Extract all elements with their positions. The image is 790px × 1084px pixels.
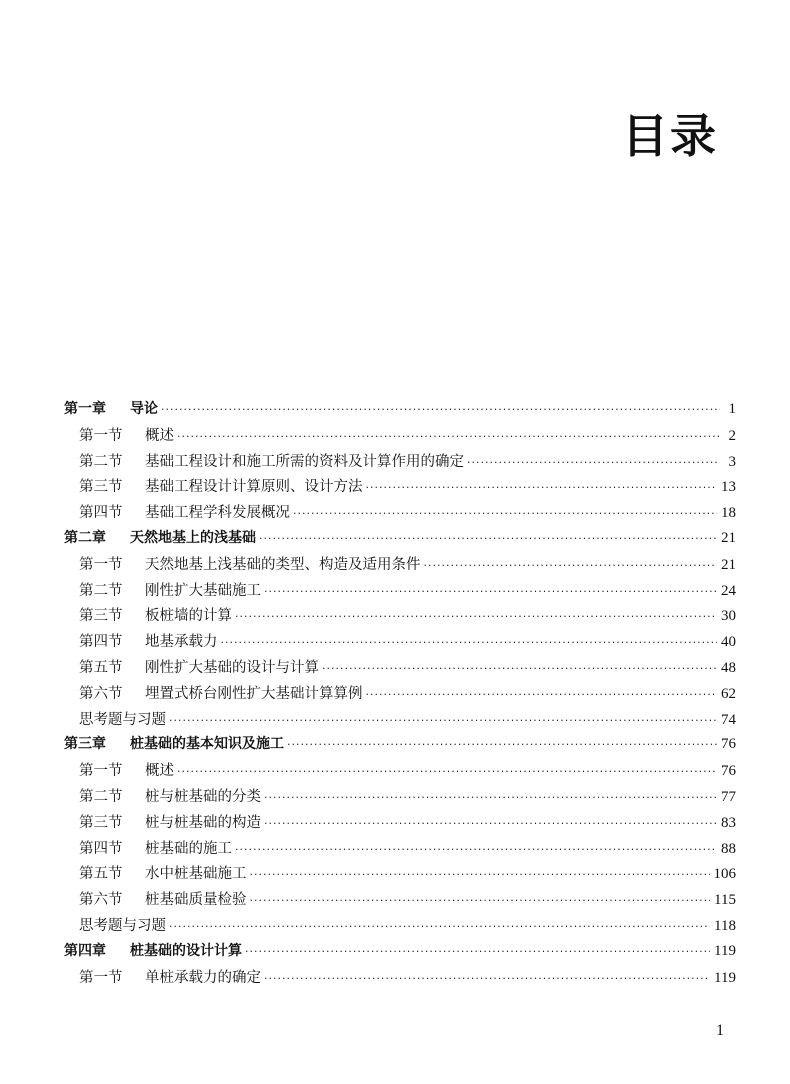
toc-entry-title: 概述 bbox=[145, 427, 174, 444]
toc-entry-title: 刚性扩大基础施工 bbox=[145, 582, 261, 599]
toc-section[interactable] bbox=[64, 604, 736, 630]
toc-section[interactable] bbox=[64, 424, 736, 450]
toc-entry-page: 2 bbox=[728, 427, 736, 444]
toc-entry-number: 第一节 bbox=[79, 763, 123, 780]
toc-entry-page: 21 bbox=[721, 529, 736, 546]
toc-entry-title: 桩与桩基础的构造 bbox=[145, 814, 261, 831]
dot-leader bbox=[177, 765, 717, 778]
dot-leader bbox=[250, 868, 710, 881]
dot-leader bbox=[161, 403, 720, 416]
toc-entry-number: 第二章 bbox=[64, 529, 106, 546]
toc-chapter-2[interactable] bbox=[64, 527, 736, 553]
toc-entry-title: 思考题与习题 bbox=[79, 917, 166, 934]
toc-entry-page: 13 bbox=[721, 479, 736, 496]
toc-entry-title: 思考题与习题 bbox=[79, 711, 166, 728]
toc-chapter-3[interactable] bbox=[64, 733, 736, 759]
toc-section[interactable] bbox=[64, 656, 736, 682]
toc-exercises[interactable] bbox=[64, 708, 736, 734]
toc-entry-number: 第一节 bbox=[79, 427, 123, 444]
toc-entry-page: 1 bbox=[728, 401, 736, 417]
toc-entry-page: 30 bbox=[721, 608, 736, 625]
toc-entry-number: 第五节 bbox=[79, 659, 123, 676]
dot-leader bbox=[287, 738, 717, 751]
page-number: 1 bbox=[716, 1022, 724, 1039]
toc-entry-title: 桩基础的施工 bbox=[145, 840, 232, 857]
toc-entry-number: 第四章 bbox=[64, 942, 106, 959]
toc-entry-number: 第四节 bbox=[79, 840, 123, 857]
dot-leader bbox=[264, 791, 717, 804]
toc-entry-page: 48 bbox=[721, 659, 736, 676]
toc-entry-page: 3 bbox=[728, 453, 736, 470]
toc-entry-page: 21 bbox=[721, 556, 736, 573]
dot-leader bbox=[221, 636, 718, 649]
toc-entry-page: 76 bbox=[721, 763, 736, 780]
toc-entry-page: 119 bbox=[714, 969, 736, 986]
toc-exercises[interactable] bbox=[64, 914, 736, 940]
dot-leader bbox=[264, 817, 717, 830]
dot-leader bbox=[264, 585, 717, 598]
toc-entry-title: 水中桩基础施工 bbox=[145, 866, 247, 883]
dot-leader bbox=[264, 972, 710, 985]
dot-leader bbox=[467, 456, 720, 469]
toc-entry-page: 62 bbox=[721, 685, 736, 702]
dot-leader bbox=[259, 532, 717, 545]
toc-entry-page: 77 bbox=[721, 788, 736, 805]
toc-entry-page: 118 bbox=[714, 917, 736, 934]
toc-entry-title: 刚性扩大基础的设计与计算 bbox=[145, 659, 319, 676]
toc-entry-number: 第五节 bbox=[79, 866, 123, 883]
toc-section[interactable] bbox=[64, 811, 736, 837]
toc-entry-title: 桩基础质量检验 bbox=[145, 892, 247, 909]
dot-leader bbox=[245, 945, 710, 958]
toc-entry-number: 第六节 bbox=[79, 685, 123, 702]
toc-entry-number: 第二节 bbox=[79, 582, 123, 599]
dot-leader bbox=[250, 894, 711, 907]
toc-entry-title: 基础工程设计和施工所需的资料及计算作用的确定 bbox=[145, 453, 464, 470]
toc-entry-page: 115 bbox=[714, 892, 736, 909]
toc-section[interactable] bbox=[64, 862, 736, 888]
toc-entry-page: 40 bbox=[721, 634, 736, 651]
dot-leader bbox=[169, 920, 710, 933]
toc-section[interactable] bbox=[64, 785, 736, 811]
dot-leader bbox=[424, 559, 718, 572]
toc-entry-title: 天然地基上浅基础的类型、构造及适用条件 bbox=[145, 556, 421, 573]
toc-entry-title: 基础工程设计计算原则、设计方法 bbox=[145, 479, 363, 496]
toc-entry-title: 板桩墙的计算 bbox=[145, 608, 232, 625]
toc-section[interactable] bbox=[64, 450, 736, 476]
dot-leader bbox=[293, 507, 717, 520]
toc-section[interactable] bbox=[64, 888, 736, 914]
toc-entry-page: 83 bbox=[721, 814, 736, 831]
toc-chapter-4[interactable] bbox=[64, 940, 736, 966]
toc-entry-number: 第二节 bbox=[79, 788, 123, 805]
toc-entry-number: 第一章 bbox=[64, 401, 106, 417]
toc-entry-title: 导论 bbox=[130, 401, 158, 417]
toc-entry-number: 第一节 bbox=[79, 556, 123, 573]
toc-entry-page: 18 bbox=[721, 505, 736, 522]
toc-entry-title: 桩与桩基础的分类 bbox=[145, 788, 261, 805]
toc-entry-number: 第三节 bbox=[79, 479, 123, 496]
toc-section[interactable] bbox=[64, 501, 736, 527]
toc-entry-title: 概述 bbox=[145, 763, 174, 780]
dot-leader bbox=[235, 843, 717, 856]
toc-entry-page: 24 bbox=[721, 582, 736, 599]
toc-section[interactable] bbox=[64, 966, 736, 992]
toc-entry-title: 地基承载力 bbox=[145, 634, 218, 651]
toc-chapter-1[interactable] bbox=[64, 398, 736, 424]
toc-entry-title: 埋置式桥台刚性扩大基础计算算例 bbox=[145, 685, 363, 702]
toc-section[interactable] bbox=[64, 475, 736, 501]
toc-entry-title: 天然地基上的浅基础 bbox=[130, 529, 256, 546]
toc-entry-title: 桩基础的设计计算 bbox=[130, 942, 242, 959]
toc-entry-number: 第二节 bbox=[79, 453, 123, 470]
toc-entry-page: 88 bbox=[721, 840, 736, 857]
dot-leader bbox=[235, 610, 717, 623]
dot-leader bbox=[322, 662, 717, 675]
dot-leader bbox=[366, 481, 718, 494]
toc-entry-page: 106 bbox=[713, 866, 736, 883]
toc-entry-title: 基础工程学科发展概况 bbox=[145, 505, 290, 522]
toc-entry-number: 第三节 bbox=[79, 814, 123, 831]
table-of-contents bbox=[64, 398, 736, 991]
dot-leader bbox=[169, 714, 717, 727]
toc-entry-number: 第六节 bbox=[79, 892, 123, 909]
toc-entry-title: 桩基础的基本知识及施工 bbox=[130, 736, 284, 753]
toc-section[interactable] bbox=[64, 579, 736, 605]
toc-entry-number: 第三章 bbox=[64, 736, 106, 753]
toc-entry-number: 第四节 bbox=[79, 634, 123, 651]
toc-entry-title: 单桩承载力的确定 bbox=[145, 969, 261, 986]
toc-entry-number: 第一节 bbox=[79, 969, 123, 986]
toc-section[interactable] bbox=[64, 630, 736, 656]
dot-leader bbox=[366, 688, 718, 701]
toc-entry-number: 第三节 bbox=[79, 608, 123, 625]
toc-entry-page: 74 bbox=[721, 711, 736, 728]
toc-section[interactable] bbox=[64, 759, 736, 785]
toc-entry-page: 76 bbox=[721, 736, 736, 753]
toc-entry-page: 119 bbox=[714, 942, 736, 959]
toc-section[interactable] bbox=[64, 553, 736, 579]
dot-leader bbox=[177, 430, 720, 443]
toc-section[interactable] bbox=[64, 837, 736, 863]
toc-entry-number: 第四节 bbox=[79, 505, 123, 522]
page-title: 目录 bbox=[622, 109, 718, 163]
toc-section[interactable] bbox=[64, 682, 736, 708]
